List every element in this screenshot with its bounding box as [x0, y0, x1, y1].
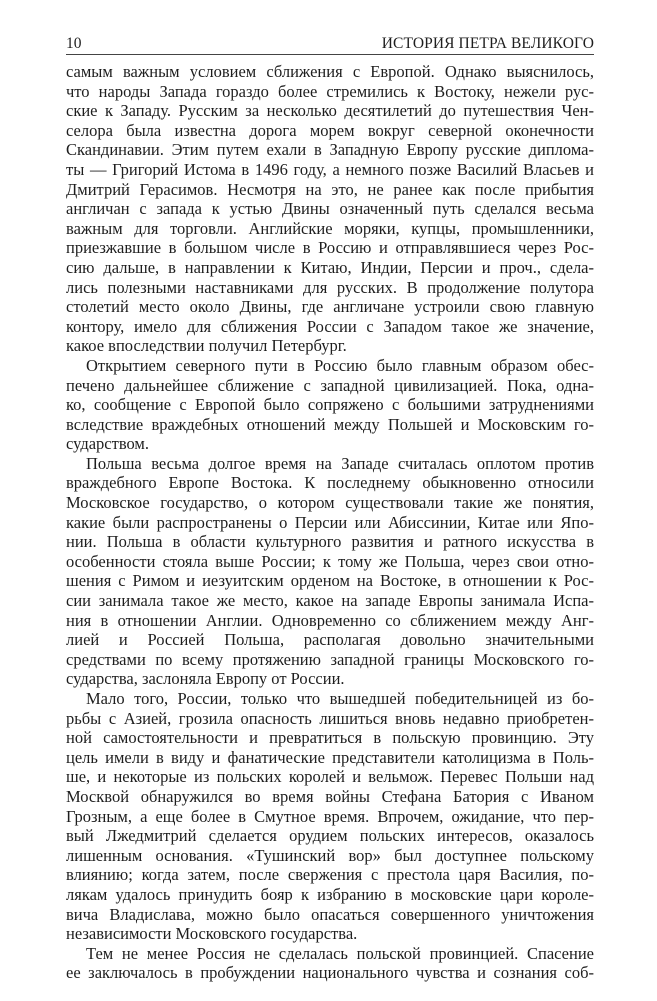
text-line: селора была известна дорога морем вокруг северной оконечности	[66, 120, 594, 140]
text-line: сударством.	[66, 434, 149, 454]
text-line: контору, имело для сближения России с Западом такое же значение,	[66, 316, 594, 336]
text-line: самым важным условием сближения с Европой. Однако выяснилось,	[66, 62, 594, 81]
text-line: ной самостоятельности и превратиться в польскую провинцию. Эту	[66, 728, 594, 748]
text-line: приезжавшие в большом числе в Россию и отправлявшиеся через Рос-	[66, 238, 594, 258]
text-line: вый Лжедмитрий сделается орудием польских интересов, оказалось	[66, 826, 594, 846]
text-line: сию дальше, в направлении к Китаю, Индии, Персии и проч., сдела-	[66, 257, 594, 277]
text-line: цель имели в виду и фанатические представители католицизма в Поль-	[66, 747, 594, 767]
text-line: Московское государство, о котором существовали такие же понятия,	[66, 493, 594, 513]
text-line: средствами по всему протяжению западной границы Московского го-	[66, 649, 594, 669]
text-line: лись полезными наставниками для русских. В продолжение полутора	[66, 277, 594, 297]
paragraph	[66, 454, 594, 689]
text-line: Дмитрий Герасимов. Несмотря на это, не ранее как после прибытия	[66, 179, 594, 199]
text-line: Мало того, России, только что вышедшей победительницей из бо-	[86, 689, 594, 708]
text-line: ские к Западу. Русским за несколько десятилетий до путешествия Чен-	[66, 101, 594, 121]
paragraph	[66, 62, 594, 356]
text-line: лишенным основания. «Тушинский вор» был доступнее польскому	[66, 845, 594, 865]
text-line: какие были распространены о Персии или Абиссинии, Китае или Япо-	[66, 512, 594, 532]
paragraph	[66, 689, 594, 944]
text-line: вследствие враждебных отношений между Польшей и Московским го-	[66, 414, 594, 434]
text-line: Польша весьма долгое время на Западе считалась оплотом против	[86, 453, 594, 473]
text-line: Грозным, а еще более в Смутное время. Впрочем, ожидание, что пер-	[66, 806, 594, 826]
text-line: Тем не менее Россия не сделалась польской провинцией. Спасение	[86, 943, 594, 963]
text-line: Москвой обнаружился во время войны Стефана Батория с Иваном	[66, 786, 594, 806]
text-line: рьбы с Азией, грозила опасность лишиться вновь недавно приобретен-	[66, 708, 594, 728]
text-line: какое впоследствии получил Петербург.	[66, 336, 347, 356]
text-line: особенности стояла выше России; к тому же Польша, через свои отно-	[66, 551, 594, 571]
text-line: ко, сообщение с Европой было сопряжено с большими затруднениями	[66, 395, 594, 415]
text-line: сии занимала такое же место, какое на западе Европы занимала Испа-	[66, 591, 594, 611]
running-header	[66, 34, 594, 55]
text-line: что народы Запада гораздо более стремились к Востоку, нежели рус-	[66, 81, 594, 101]
text-line: печено дальнейшее сближение с западной цивилизацией. Пока, одна-	[66, 375, 594, 395]
text-line: Открытием северного пути в Россию было главным образом обес-	[86, 355, 594, 375]
page-number: 10	[66, 35, 82, 52]
text-line: англичан с запада к устью Двины означенный путь сделался весьма	[66, 199, 594, 219]
text-line: сударства, заслоняла Европу от России.	[66, 669, 345, 689]
text-line: важным для торговли. Английские моряки, купцы, промышленники,	[66, 218, 594, 238]
running-title: ИСТОРИЯ ПЕТРА ВЕЛИКОГО	[381, 35, 594, 52]
text-line: ее заключалось в пробуждении национального чувства и сознания соб-	[66, 963, 594, 983]
page-body	[66, 62, 594, 983]
paragraph	[66, 356, 594, 454]
text-line: лией и Россией Польша, располагая довольно значительными	[66, 630, 594, 650]
text-line: лякам удалось принудить бояр к избранию в московские цари короле-	[66, 884, 594, 904]
text-line: шения с Римом и иезуитским орденом на Востоке, в отношении к Рос-	[66, 571, 594, 591]
text-line: вича Владислава, можно было опасаться совершенного уничтожения	[66, 904, 594, 924]
text-line: Скандинавии. Этим путем ехали в Западную Европу русские диплома-	[66, 140, 594, 160]
text-line: влиянию; когда затем, после свержения с престола царя Василия, по-	[66, 865, 594, 885]
text-line: ше, и некоторые из польских королей и вельмож. Перевес Польши над	[66, 767, 594, 787]
paragraph	[66, 944, 594, 983]
text-line: нии. Польша в области культурного развития и ратного искусства в	[66, 532, 594, 552]
text-line: ния в отношении Англии. Одновременно со сближением между Анг-	[66, 610, 594, 630]
text-line: враждебного Европе Востока. К последнему обыкновенно относили	[66, 473, 594, 493]
text-line: независимости Московского государства.	[66, 924, 358, 944]
text-line: столетий место около Двины, где англичане устроили свою главную	[66, 297, 594, 317]
text-line: ты — Григорий Истома в 1496 году, а немного позже Василий Власьев и	[66, 159, 594, 179]
